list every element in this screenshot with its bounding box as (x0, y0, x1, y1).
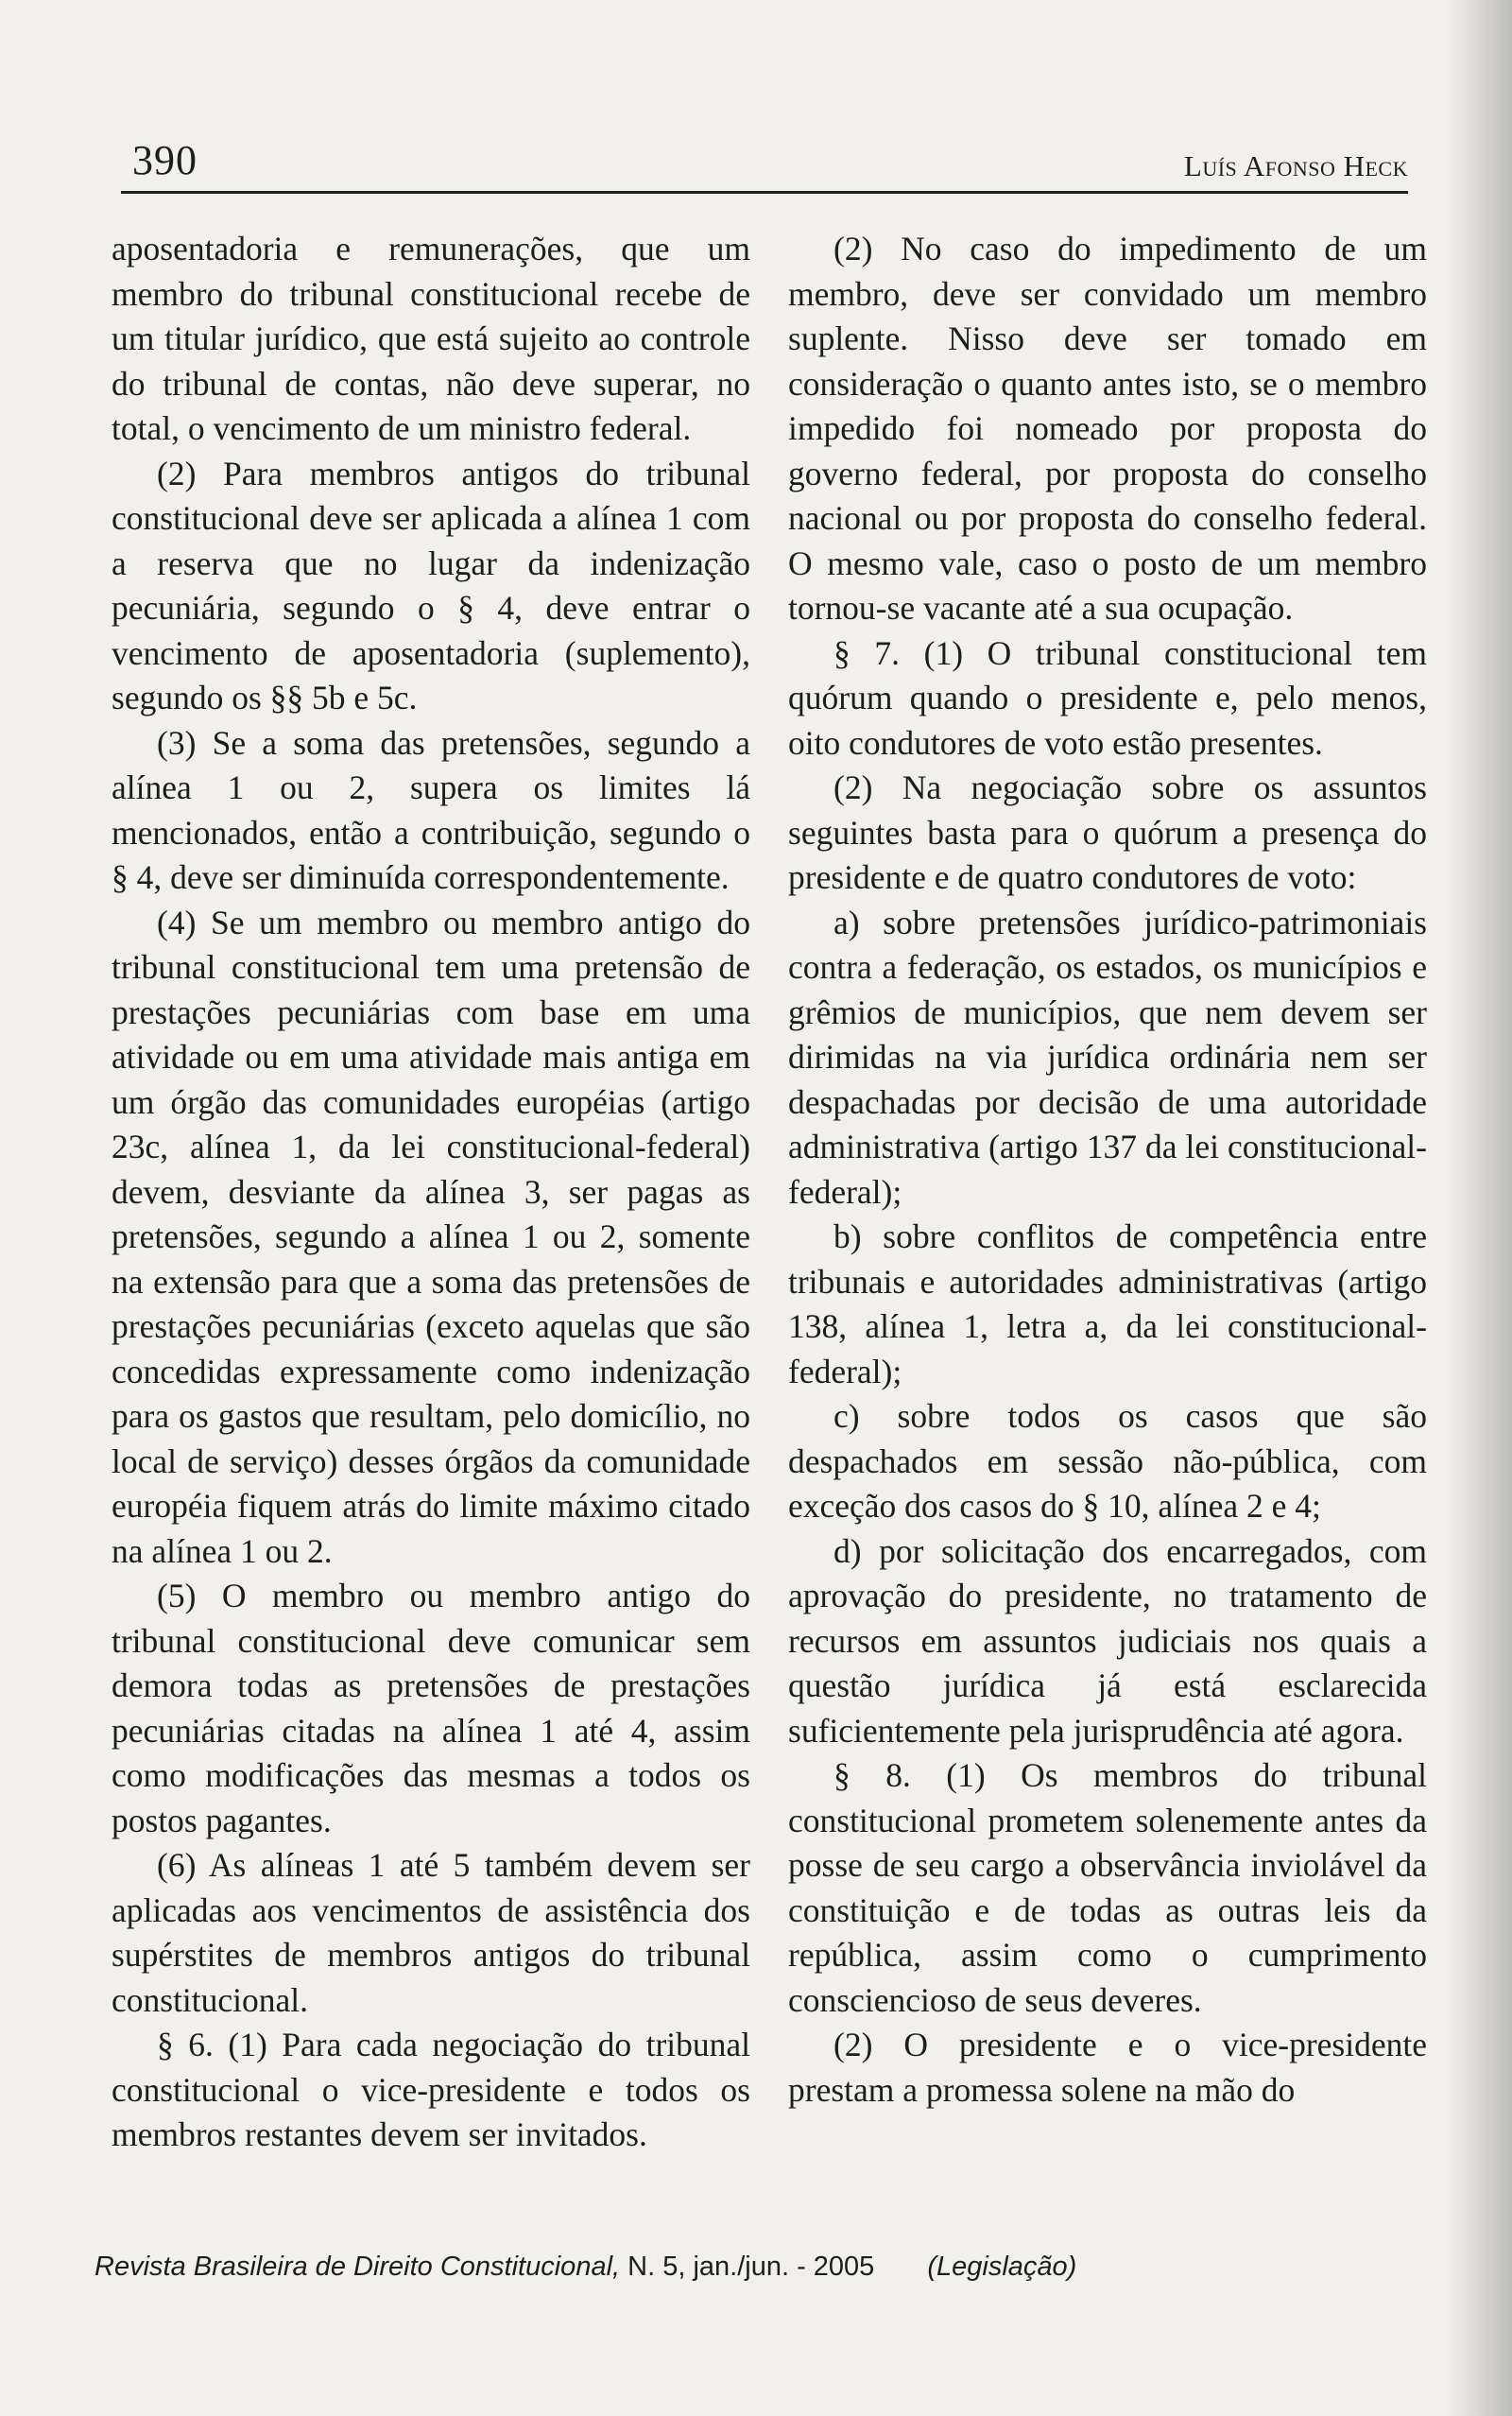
paragraph: (2) Para membros antigos do tribunal constitucional deve ser aplicada a alínea 1 com a reserva que no lugar da indenização pecuniária, segundo o § 4, deve entrar o vencimento de aposentadoria (suplemento), segundo os §§ 5b e 5c. (112, 454, 750, 716)
paragraph: (4) Se um membro ou membro antigo do tribunal constitucional tem uma pretensão de prestações pecuniárias com base em uma atividade ou em uma atividade mais antiga em um órgão das comunidades européias (artigo 23c, alínea 1, da lei constitucional-federal) devem, desviante da alínea 3, ser pagas as pretensões, segundo a alínea 1 ou 2, somente na extensão para que a soma das pretensões de prestações pecuniárias (exceto aquelas que são concedidas expressamente como indenização para os gastos que resultam, pelo domicílio, no local de serviço) desses órgãos da comunidade européia fiquem atrás do limite máximo citado na alínea 1 ou 2. (112, 903, 750, 1570)
paragraph: (2) O presidente e o vice-presidente prestam a promessa solene na mão do (788, 2026, 1427, 2109)
paragraph: (5) O membro ou membro antigo do tribunal constitucional deve comunicar sem demora todas as pretensões de prestações pecuniárias citadas na alínea 1 até 4, assim como modificações das mesmas a todos os postos pagantes. (112, 1577, 750, 1839)
paragraph: § 7. (1) O tribunal constitucional tem quórum quando o presidente e, pelo menos, oito condutores de voto estão presentes. (788, 633, 1427, 762)
left-column (112, 227, 750, 2158)
paragraph: (2) No caso do impedimento de um membro, deve ser convidado um membro suplente. Nisso deve ser tomado em consideração o quanto antes isto, se o membro impedido foi nomeado por proposta do governo federal, por proposta do conselho nacional ou por proposta do conselho federal. O mesmo vale, caso o posto de um membro tornou-se vacante até a sua ocupação. (788, 230, 1427, 627)
list-item: a) sobre pretensões jurídico-patrimoniais contra a federação, os estados, os municípios e grêmios de municípios, que nem devem ser dirimidas na via jurídica ordinária nem ser despachadas por decisão de uma autoridade administrativa (artigo 137 da lei constitucional-federal); (788, 903, 1427, 1211)
running-footer (94, 2248, 1418, 2286)
header-rule (121, 191, 1408, 194)
right-column (788, 227, 1427, 2113)
journal-title: Revista Brasileira de Direito Constitucional, (94, 2252, 621, 2282)
list-item: c) sobre todos os casos que são despachados em sessão não-pública, com exceção dos casos do § 10, alínea 2 e 4; (788, 1397, 1427, 1525)
page-number: 390 (132, 137, 198, 183)
paragraph: § 6. (1) Para cada negociação do tribunal constitucional o vice-presidente e todos os membros restantes devem ser invitados. (112, 2026, 750, 2153)
page-edge-shadow (1446, 0, 1512, 2416)
paragraph: (2) Na negociação sobre os assuntos seguintes basta para o quórum a presença do presidente e de quatro condutores de voto: (788, 768, 1427, 896)
journal-issue: N. 5, jan./jun. - 2005 (627, 2252, 875, 2282)
paragraph: (3) Se a soma das pretensões, segundo a alínea 1 ou 2, supera os limites lá mencionados, então a contribuição, segundo o § 4, deve ser diminuída correspondentemente. (112, 723, 750, 896)
paragraph: aposentadoria e remunerações, que um membro do tribunal constitucional recebe de um titular jurídico, que está sujeito ao controle do tribunal de contas, não deve superar, no total, o vencimento de um ministro federal. (112, 230, 750, 447)
list-item: b) sobre conflitos de competência entre tribunais e autoridades administrativas (artigo 138, alínea 1, letra a, da lei constitucional-federal); (788, 1217, 1427, 1390)
running-header (121, 132, 1408, 198)
list-item: d) por solicitação dos encarregados, com aprovação do presidente, no tratamento de recursos em assuntos judiciais nos quais a questão jurídica já está esclarecida suficientemente pela jurisprudência até agora. (788, 1531, 1427, 1750)
paragraph: (6) As alíneas 1 até 5 também devem ser aplicadas aos vencimentos de assistência dos supérstites de membros antigos do tribunal constitucional. (112, 1846, 750, 2019)
author-name: Luís Afonso Heck (1183, 149, 1408, 182)
paragraph: § 8. (1) Os membros do tribunal constitucional prometem solenemente antes da posse de seu cargo a observância inviolável da constituição e de todas as outras leis da república, assim como o cumprimento consciencioso de seus deveres. (788, 1756, 1427, 2019)
section-label: (Legislação) (927, 2252, 1077, 2282)
